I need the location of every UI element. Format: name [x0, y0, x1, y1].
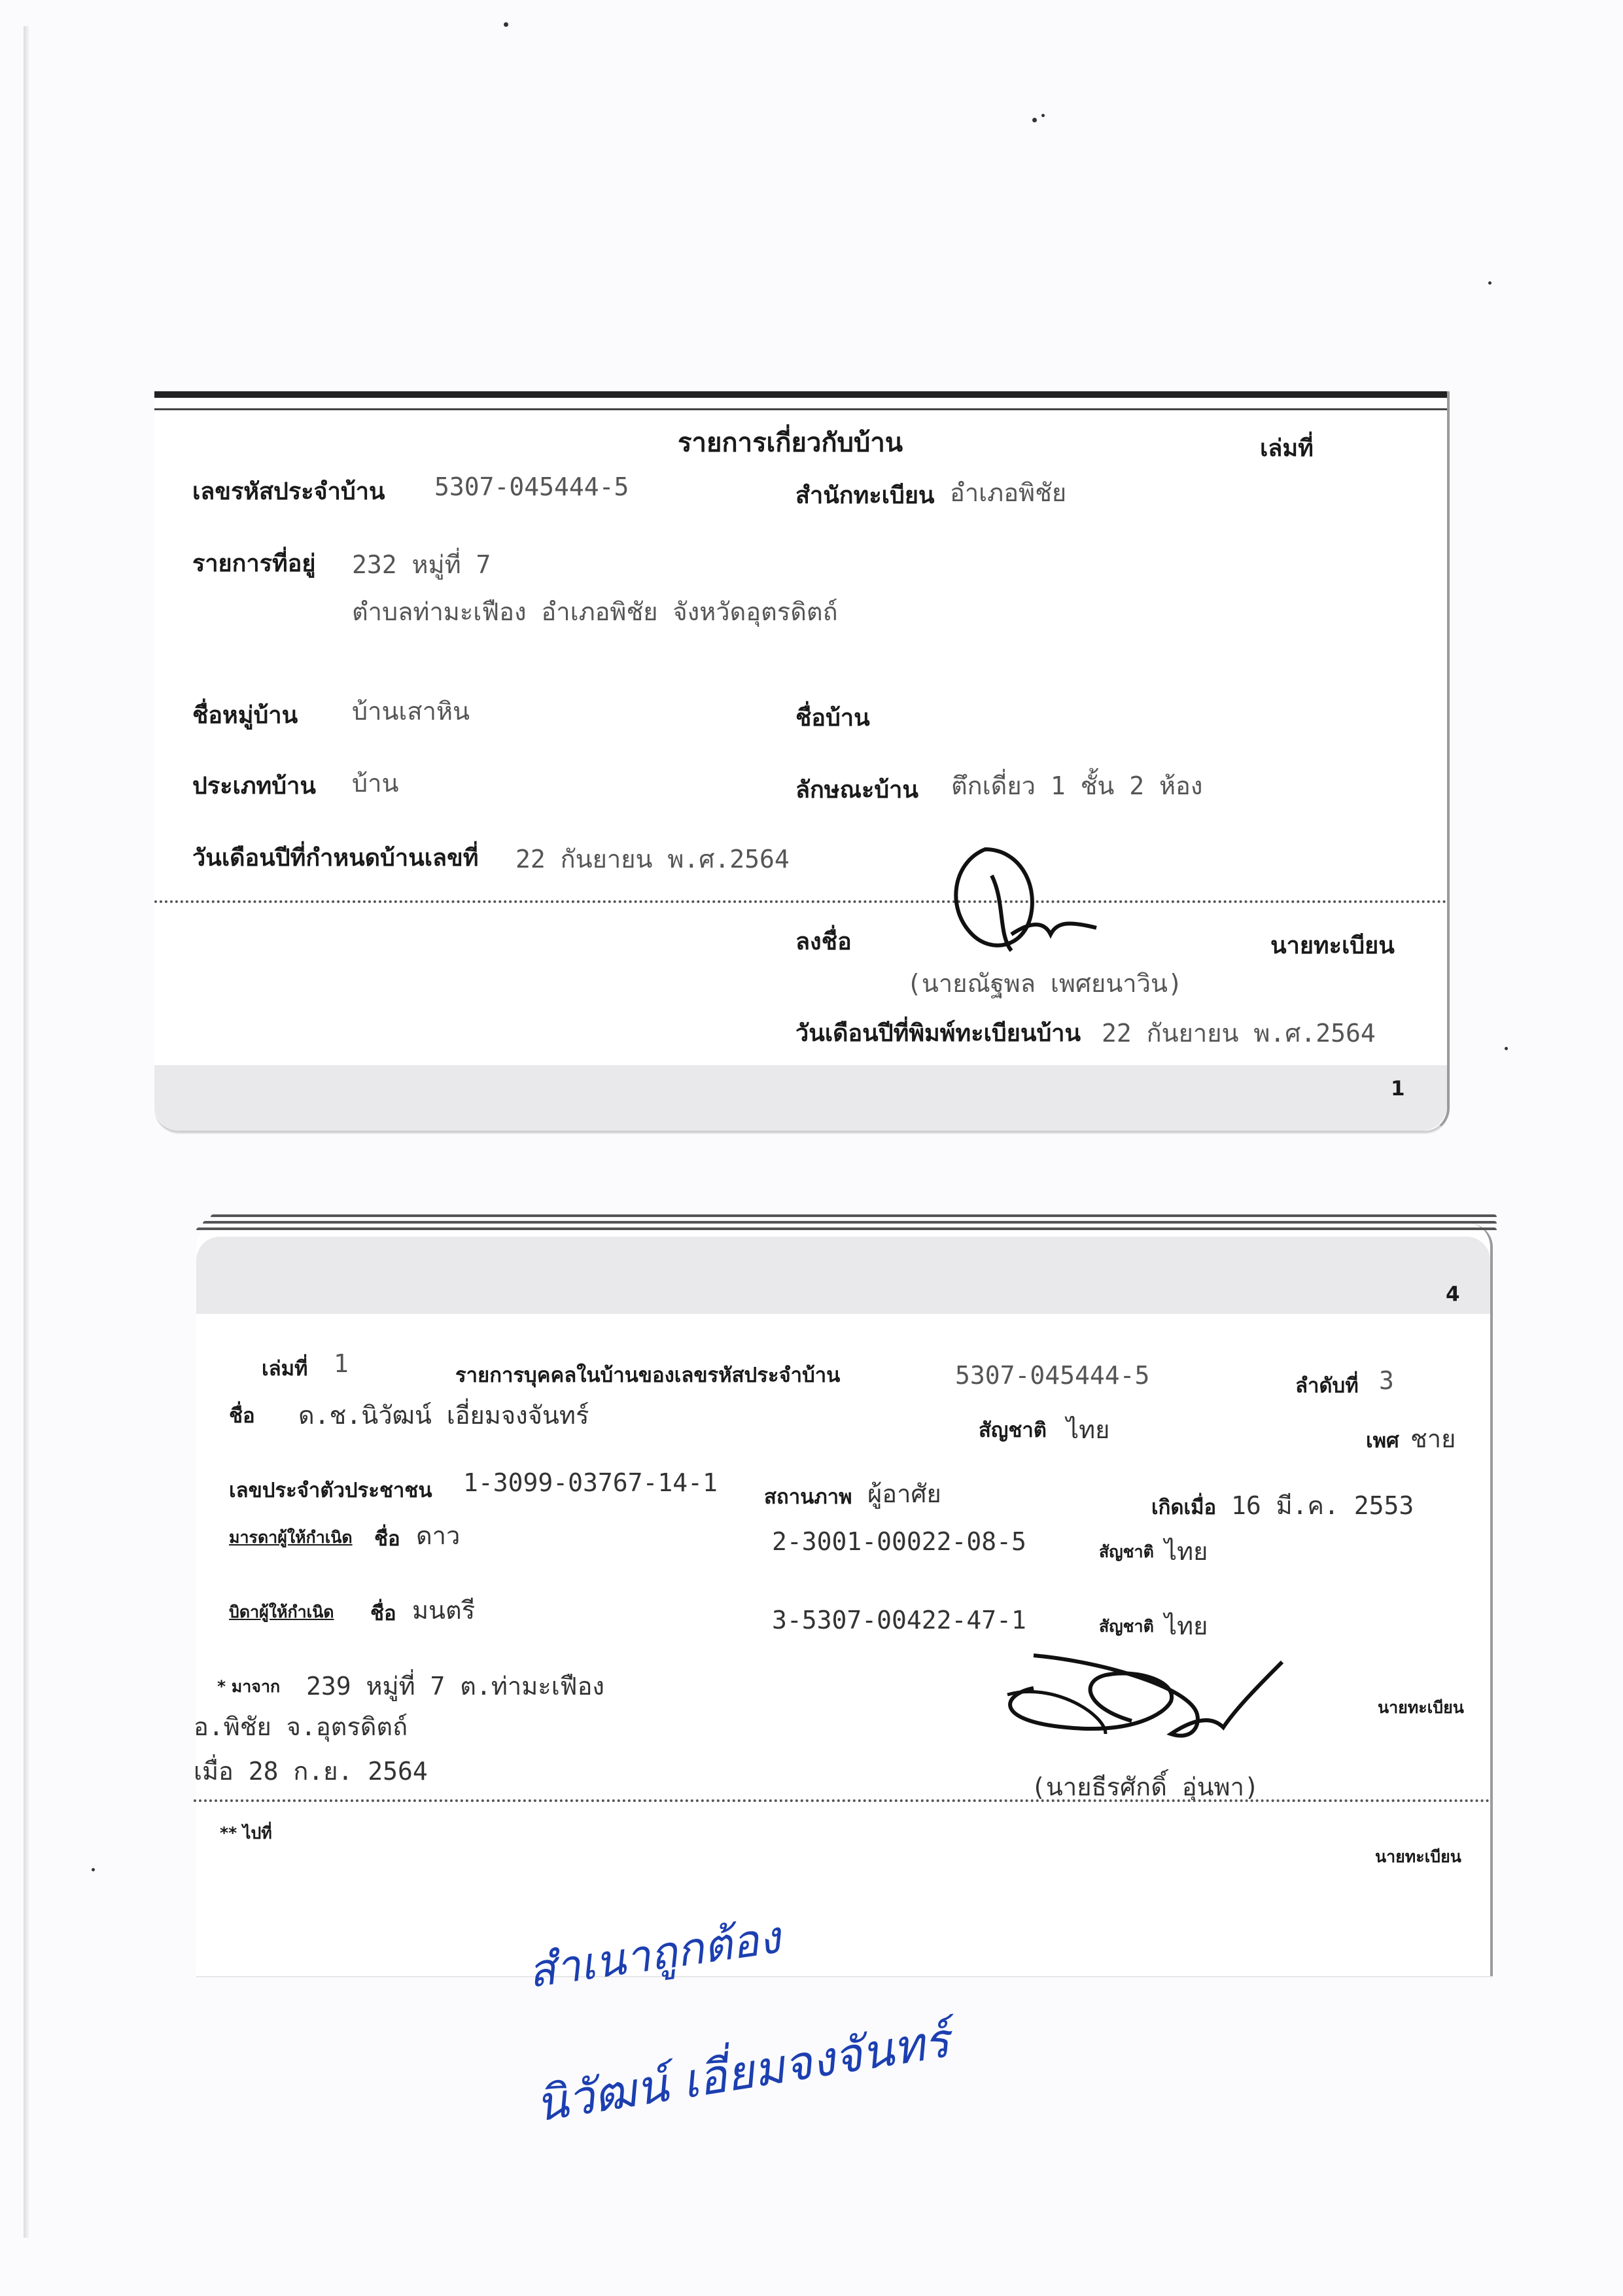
house-type-value: บ้าน [352, 769, 399, 798]
mother-nationality-label: สัญชาติ [1099, 1542, 1154, 1561]
print-date-value: 22 กันยายน พ.ศ.2564 [1102, 1019, 1376, 1048]
scan-speck [1032, 118, 1037, 122]
house-card-title: รายการเกี่ยวกับบ้าน [678, 428, 903, 458]
mother-name: ดาว [416, 1521, 461, 1550]
id-number: 1-3099-03767-14-1 [463, 1468, 718, 1497]
father-label: บิดาผู้ให้กำเนิด [229, 1602, 334, 1621]
assigned-date-value: 22 กันยายน พ.ศ.2564 [515, 845, 790, 874]
card-stack-edge [211, 1214, 1497, 1217]
mother-nationality-value: ไทย [1164, 1537, 1208, 1566]
book-label: เล่มที่ [262, 1357, 308, 1381]
mother-id: 2-3001-00022-08-5 [772, 1527, 1026, 1556]
house-style-value: ตึกเดี่ยว 1 ชั้น 2 ห้อง [951, 771, 1203, 800]
mother-label: มารดาผู้ให้กำเนิด [229, 1528, 353, 1547]
card-header-band [196, 1237, 1490, 1314]
house-details-card [154, 391, 1450, 1133]
print-date-label: วันเดือนปีที่พิมพ์ทะเบียนบ้าน [795, 1020, 1081, 1047]
house-name-label: ชื่อบ้าน [795, 705, 870, 732]
registrar-label: นายทะเบียน [1270, 932, 1395, 959]
status-label: สถานภาพ [764, 1485, 852, 1509]
scan-speck [504, 22, 508, 27]
scan-speck [1505, 1047, 1508, 1050]
person-card-title: รายการบุคคลในบ้านของเลขรหัสประจำบ้าน [455, 1364, 841, 1387]
assigned-date-label: วันเดือนปีที่กำหนดบ้านเลขที่ [192, 845, 479, 872]
card-top-rule [154, 408, 1447, 410]
registry-office-label: สำนักทะเบียน [795, 482, 935, 509]
moved-to-label: ** ไปที่ [220, 1824, 272, 1843]
book-label: เล่มที่ [1260, 435, 1314, 462]
house-style-label: ลักษณะบ้าน [795, 777, 918, 804]
signed-label: ลงชื่อ [795, 928, 852, 955]
person-details-card [196, 1224, 1493, 1976]
father-name-label: ชื่อ [370, 1602, 396, 1625]
card-top-rule [154, 391, 1447, 398]
moved-from-label: * มาจาก [217, 1677, 281, 1696]
id-label: เลขประจำตัวประชาชน [229, 1479, 432, 1502]
village-value: บ้านเสาหิน [352, 697, 470, 726]
registry-office-value: อำเภอพิชัย [950, 478, 1067, 507]
certify-handwriting: สำเนาถูกต้อง [525, 1911, 784, 1999]
house-type-label: ประเภทบ้าน [192, 773, 316, 800]
scan-speck [92, 1868, 95, 1871]
house-id-label: เลขรหัสประจำบ้าน [192, 478, 385, 505]
page-number: 4 [1446, 1282, 1460, 1306]
person-name: ด.ช.นิวัฒน์ เอี่ยมจงจันทร์ [298, 1401, 589, 1430]
name-label: ชื่อ [229, 1404, 255, 1428]
father-nationality-label: สัญชาติ [1099, 1617, 1154, 1636]
moved-from-line3: เมื่อ 28 ก.ย. 2564 [194, 1757, 428, 1786]
moved-from-line2: อ.พิชัย จ.อุตรดิตถ์ [194, 1712, 408, 1741]
book-number: 1 [334, 1349, 349, 1378]
village-label: ชื่อหมู่บ้าน [192, 702, 298, 729]
scan-speck [1488, 281, 1492, 285]
card-stack-edge [203, 1221, 1497, 1224]
card-stack-edge [196, 1227, 1497, 1230]
father-id: 3-5307-00422-47-1 [772, 1606, 1026, 1634]
father-name: มนตรี [412, 1596, 476, 1625]
nationality-value: ไทย [1066, 1415, 1110, 1444]
card-footer-band [154, 1065, 1447, 1131]
signer-handwriting: นิวัฒน์ เอี่ยมจงจันทร์ [531, 2012, 953, 2132]
sex-value: ชาย [1410, 1424, 1456, 1453]
order-number: 3 [1379, 1366, 1394, 1395]
page-number: 1 [1391, 1077, 1405, 1101]
house-id-value: 5307-045444-5 [434, 472, 629, 501]
sex-label: เพศ [1366, 1429, 1399, 1453]
address-line1: 232 หมู่ที่ 7 [352, 550, 491, 579]
moved-from-line1: 239 หมู่ที่ 7 ต.ท่ามะเฟือง [306, 1672, 604, 1701]
registrar-name: (นายณัฐพล เพศยนาวิน) [907, 969, 1183, 998]
scan-speck [1041, 114, 1045, 117]
mother-name-label: ชื่อ [374, 1527, 400, 1551]
born-label: เกิดเมื่อ [1151, 1496, 1217, 1519]
dotted-separator [154, 900, 1447, 903]
born-date: 16 มี.ค. 2553 [1231, 1491, 1414, 1520]
registrar-name: (นายธีรศักดิ์ อุ่นพา) [1031, 1773, 1259, 1801]
father-nationality-value: ไทย [1164, 1612, 1208, 1640]
registrar-signature [975, 1642, 1289, 1760]
status-value: ผู้อาศัย [867, 1479, 941, 1508]
address-label: รายการที่อยู่ [192, 550, 316, 577]
order-label: ลำดับที่ [1295, 1374, 1359, 1398]
registrar-label: นายทะเบียน [1375, 1847, 1461, 1866]
registrar-signature [946, 836, 1103, 967]
house-id-value: 5307-045444-5 [955, 1361, 1150, 1390]
registrar-label: นายทะเบียน [1378, 1698, 1464, 1717]
address-line2: ตำบลท่ามะเฟือง อำเภอพิชัย จังหวัดอุตรดิตถ์ [352, 597, 838, 626]
scan-edge [24, 26, 29, 2238]
nationality-label: สัญชาติ [979, 1419, 1047, 1442]
dotted-separator [194, 1799, 1490, 1802]
